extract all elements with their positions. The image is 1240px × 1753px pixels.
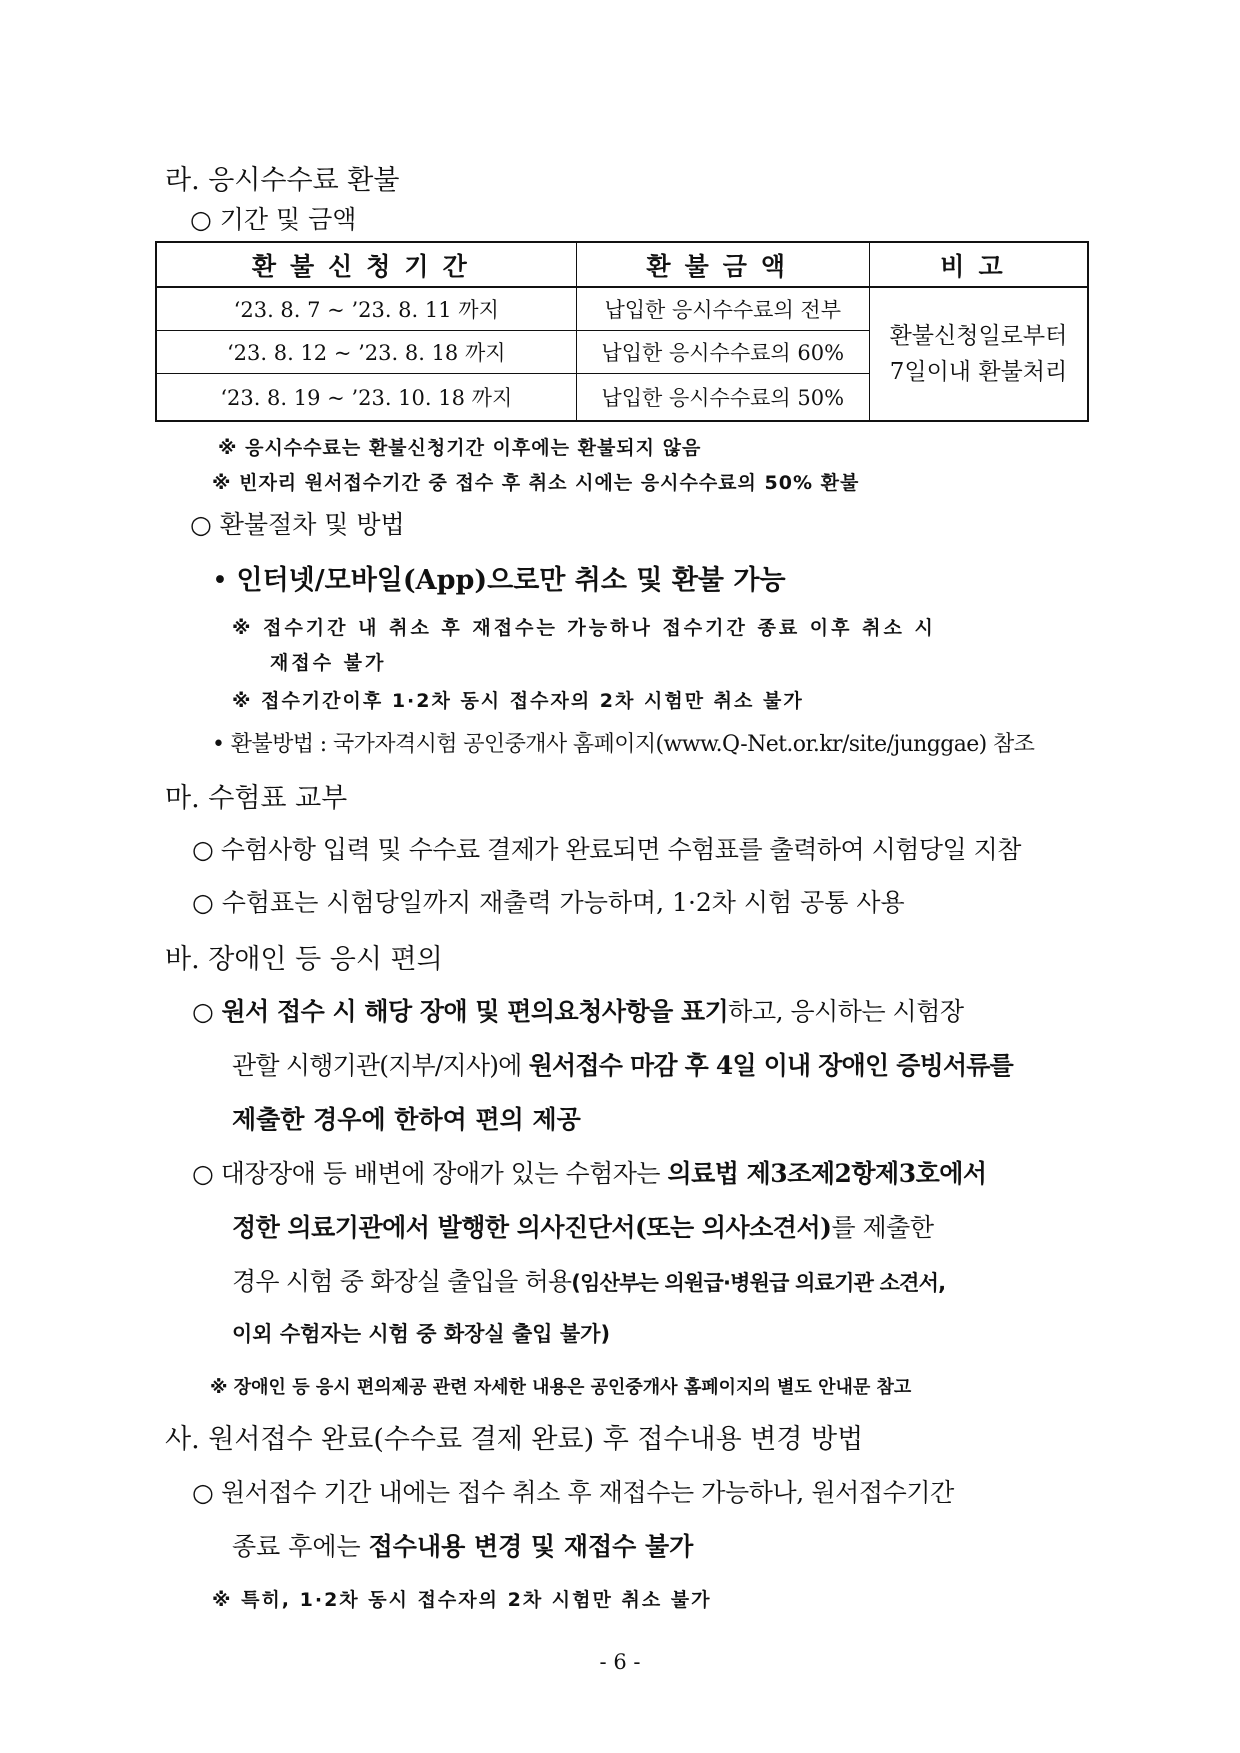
note-refund-after-period: ※ 응시수수료는 환불신청기간 이후에는 환불되지 않음 [218, 437, 702, 459]
refund-period-cell: ‘23. 8. 7 ~ ’23. 8. 11 까지 [156, 287, 576, 331]
section-ba-title: 바. 장애인 등 응시 편의 [165, 944, 443, 975]
disability-item1-line3: 제출한 경우에 한하여 편의 제공 [232, 1105, 581, 1134]
disability-item1-rest: 하고, 응시하는 시험장 [728, 997, 964, 1026]
page-number: - 6 - [599, 1650, 641, 1674]
bullet-refund-method: • 환불방법 : 국가자격시험 공인중개사 홈페이지(www.Q-Net.or.kr/site/junggae) 참조 [212, 732, 1035, 757]
refund-amount-cell: 납입한 응시수수료의 60% [576, 331, 869, 374]
disability-item2-submit: 를 제출한 [831, 1213, 934, 1242]
refund-table-header-amount: 환불금액 [576, 242, 869, 287]
disability-item2-allow: 경우 시험 중 화장실 출입을 허용 [232, 1267, 572, 1296]
change-item-line1: ○ 원서접수 기간 내에는 접수 취소 후 재접수는 가능하나, 원서접수기간 [192, 1478, 954, 1507]
disability-item1-line2 [232, 1046, 1013, 1082]
change-item-after: 종료 후에는 [232, 1532, 369, 1561]
note-second-exam-cancel: ※ 접수기간이후 1·2차 동시 접수자의 2차 시험만 취소 불가 [232, 690, 804, 712]
refund-note-cell [869, 287, 1088, 421]
disability-item2-line3 [232, 1262, 945, 1298]
section-ra-sub-period: ○ 기간 및 금액 [190, 205, 357, 234]
disability-item2-intro: ○ 대장장애 등 배변에 장애가 있는 수험자는 [192, 1159, 668, 1188]
note-cancel-reapply-line2: 재접수 불가 [270, 652, 387, 674]
ticket-item-print: ○ 수험사항 입력 및 수수료 결제가 완료되면 수험표를 출력하여 시험당일 지참 [192, 835, 1021, 864]
section-sa-title: 사. 원서접수 완료(수수료 결제 완료) 후 접수내용 변경 방법 [165, 1424, 864, 1455]
bullet-icon: • [212, 565, 237, 596]
note-disability-info: ※ 장애인 등 응시 편의제공 관련 자세한 내용은 공인중개사 홈페이지의 별도 안내문 참고 [210, 1377, 912, 1398]
disability-item2-law: 의료법 제3조제2항제3호에서 [667, 1159, 987, 1188]
disability-item2-line1 [192, 1154, 987, 1190]
ticket-item-reprint: ○ 수험표는 시험당일까지 재출력 가능하며, 1·2차 시험 공통 사용 [192, 888, 905, 917]
refund-period-cell: ‘23. 8. 19 ~ ’23. 10. 18 까지 [156, 374, 576, 422]
refund-table-header-period: 환불신청기간 [156, 242, 576, 287]
disability-item1-bold: ○ 원서 접수 시 해당 장애 및 편의요청사항을 표기 [192, 997, 729, 1026]
refund-note-line2: 7일이내 환불처리 [889, 359, 1068, 385]
change-item-not-allowed: 접수내용 변경 및 재접수 불가 [368, 1532, 694, 1561]
bullet-online-only [212, 558, 786, 597]
note-second-exam-only: ※ 특히, 1·2차 동시 접수자의 2차 시험만 취소 불가 [212, 1589, 712, 1611]
disability-item1-agency: 관할 시행기관(지부/지사)에 [232, 1051, 529, 1080]
disability-item2-line2 [232, 1208, 934, 1244]
change-item-line2 [232, 1527, 693, 1563]
note-cancel-reapply-line1: ※ 접수기간 내 취소 후 재접수는 가능하나 접수기간 종료 이후 취소 시 [232, 617, 936, 639]
section-ma-title: 마. 수험표 교부 [165, 783, 348, 814]
section-ra-sub-procedure: ○ 환불절차 및 방법 [190, 510, 405, 539]
table-row [156, 287, 1088, 331]
bullet-online-only-text: 인터넷/모바일(App)으로만 취소 및 환불 가능 [236, 565, 786, 596]
disability-item2-pregnant: (임산부는 의원급·병원급 의료기관 소견서, [571, 1271, 946, 1295]
note-vacancy-refund: ※ 빈자리 원서접수기간 중 접수 후 취소 시에는 응시수수료의 50% 환불 [212, 472, 860, 494]
disability-item2-diagnosis: 정한 의료기관에서 발행한 의사진단서(또는 의사소견서) [232, 1213, 832, 1242]
refund-note-line1: 환불신청일로부터 [889, 323, 1068, 349]
refund-table [155, 241, 1089, 422]
disability-item2-line4: 이외 수험자는 시험 중 화장실 출입 불가) [232, 1322, 611, 1346]
refund-table-header-note: 비고 [869, 242, 1088, 287]
disability-item1-line1 [192, 992, 964, 1028]
refund-amount-cell: 납입한 응시수수료의 50% [576, 374, 869, 422]
refund-amount-cell: 납입한 응시수수료의 전부 [576, 287, 869, 331]
disability-item1-deadline: 원서접수 마감 후 4일 이내 장애인 증빙서류를 [528, 1051, 1014, 1080]
section-ra-title: 라. 응시수수료 환불 [165, 165, 400, 196]
refund-period-cell: ‘23. 8. 12 ~ ’23. 8. 18 까지 [156, 331, 576, 374]
